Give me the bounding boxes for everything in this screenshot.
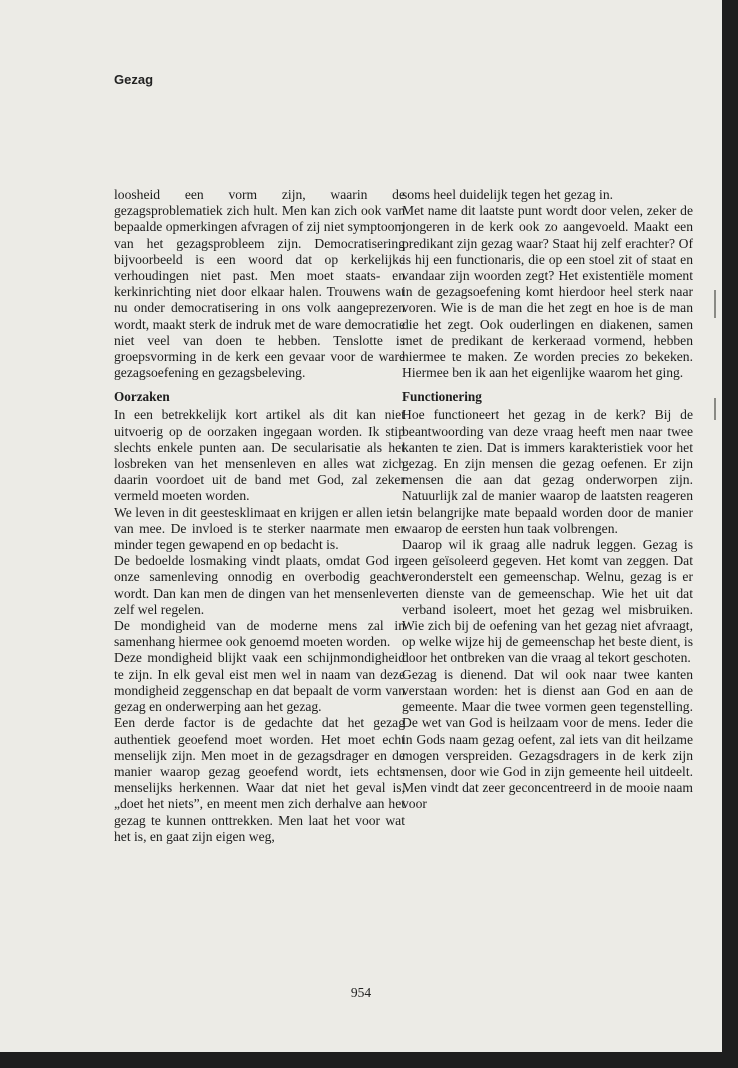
section-heading: Oorzaken (114, 389, 170, 405)
left-column (114, 187, 405, 845)
page-fold-mark (714, 398, 716, 420)
right-column (402, 187, 693, 813)
paragraph: soms heel duidelijk tegen het gezag in. (402, 187, 614, 202)
scan-edge-right (722, 0, 738, 1068)
paragraph: Met name dit laatste punt wordt door velen, zeker de jongeren in de kerk ook zo aangevoeld. Maakt een predikant zijn gezag waar? Staat hij zelf erachter? Of is hij een functionaris, die op een stoel zit of staat en vandaar zijn woorden zegt? Het existentiële moment in de gezagsoefening komt hierdoor heel sterk naar voren. Wie is de man die het zegt en hoe is de man die het zegt. Ook ouderlingen en diakenen, samen met de predikant de kerkeraad vormend, hebben hiermee te maken. Ze worden precies zo bekeken. Hiermee ben ik aan het eigenlijke waarom het ging. (402, 203, 693, 381)
scan-edge-bottom (0, 1052, 738, 1068)
paragraph: De bedoelde losmaking vindt plaats, omdat God in onze samenleving onnodig en overbodig geacht wordt. Dan kan men de dingen van het mensenleven zelf wel regelen. (114, 553, 405, 617)
paragraph: Gezag is dienend. Dat wil ook naar twee kanten verstaan worden: het is dienst aan God en aan de gemeente. Maar die twee vormen geen tegenstelling. De wet van God is heilzaam voor de mens. Ieder die in Gods naam gezag oefent, zal iets van dit heilzame mogen verspreiden. Gezagsdragers in de kerk zijn mensen, door wie God in zijn gemeente heil uitdeelt. Men vindt dat zeer geconcentreerd in de mooie naam voor (402, 666, 693, 812)
page-number: 954 (350, 985, 372, 1000)
section-heading: Functionering (402, 389, 482, 405)
paragraph: We leven in dit geestesklimaat en krijgen er allen iets van mee. De invloed is te sterker naarmate men er minder tegen gewapend en op bedacht is. (114, 504, 405, 553)
running-head: Gezag (114, 72, 154, 87)
paragraph: loosheid een vorm zijn, waarin de gezagsproblematiek zich hult. Men kan zich ook van bepaalde opmerkingen afvragen of zij niet symptoom van het gezagsprobleem zijn. Democratisering bijvoorbeeld is een woord dat op kerkelijke verhoudingen niet past. Men moet staats- en kerkinrichting niet door elkaar halen. Trouwens wat nu onder democratisering in ons volk aangeprezen wordt, maakt sterk de indruk met de ware democratie niet veel van doen te hebben. Tenslotte is groepsvorming in de kerk een gevaar voor de ware gezagsoefening en gezagsbeleving. (114, 187, 405, 381)
paragraph: Deze mondigheid blijkt vaak een schijnmondigheid te zijn. In elk geval eist men wel in naam van deze mondigheid zeggenschap en dat bepaalt de vorm van gezag en onderwerping aan het gezag. (114, 650, 405, 715)
paragraph: Een derde factor is de gedachte dat het gezag authentiek geoefend moet worden. Het moet echt menselijk zijn. Men moet in de gezagsdrager en de manier waarop gezag geoefend wordt, iets echts menselijks herkennen. Waar dat niet het geval is, „doet het niets”, en meent men zich derhalve aan het gezag te kunnen onttrekken. Men laat het voor wat het is, en gaat zijn eigen weg, (114, 715, 405, 844)
paragraph: Daarop wil ik graag alle nadruk leggen. Gezag is geen geïsoleerd gegeven. Het komt van zeggen. Dat veronderstelt een gemeenschap. Welnu, gezag is er ten dienste van de gemeenschap. Wie het uit dat verband isoleert, moet het gezag wel misbruiken. Wie zich bij de oefening van het gezag niet afvraagt, op welke wijze hij de gemeenschap het beste dient, is door het ontbreken van die vraag al tekort geschoten. (402, 537, 693, 666)
page-fold-mark (714, 290, 716, 318)
paragraph: De mondigheid van de moderne mens zal in samenhang hiermee ook genoemd moeten worden. (114, 618, 405, 650)
paragraph: Hoe functioneert het gezag in de kerk? Bij de beantwoording van deze vraag heeft men naar twee kanten te zien. Dat is immers karakteristiek voor het gezag. En zijn mensen die gezag oefenen. Er zijn mensen die aan dat gezag onderworpen zijn. Natuurlijk zal de manier waarop de laatsten reageren in belangrijke mate bepaald worden door de manier waarop de eersten hun taak volbrengen. (402, 407, 693, 536)
paragraph: In een betrekkelijk kort artikel als dit kan niet uitvoerig op de oorzaken ingegaan worden. Ik stip slechts enkele punten aan. De secularisatie als het losbreken van het mensenleven en alles wat zich daarin voordoet uit de band met God, zal zeker vermeld moeten worden. (114, 407, 405, 504)
